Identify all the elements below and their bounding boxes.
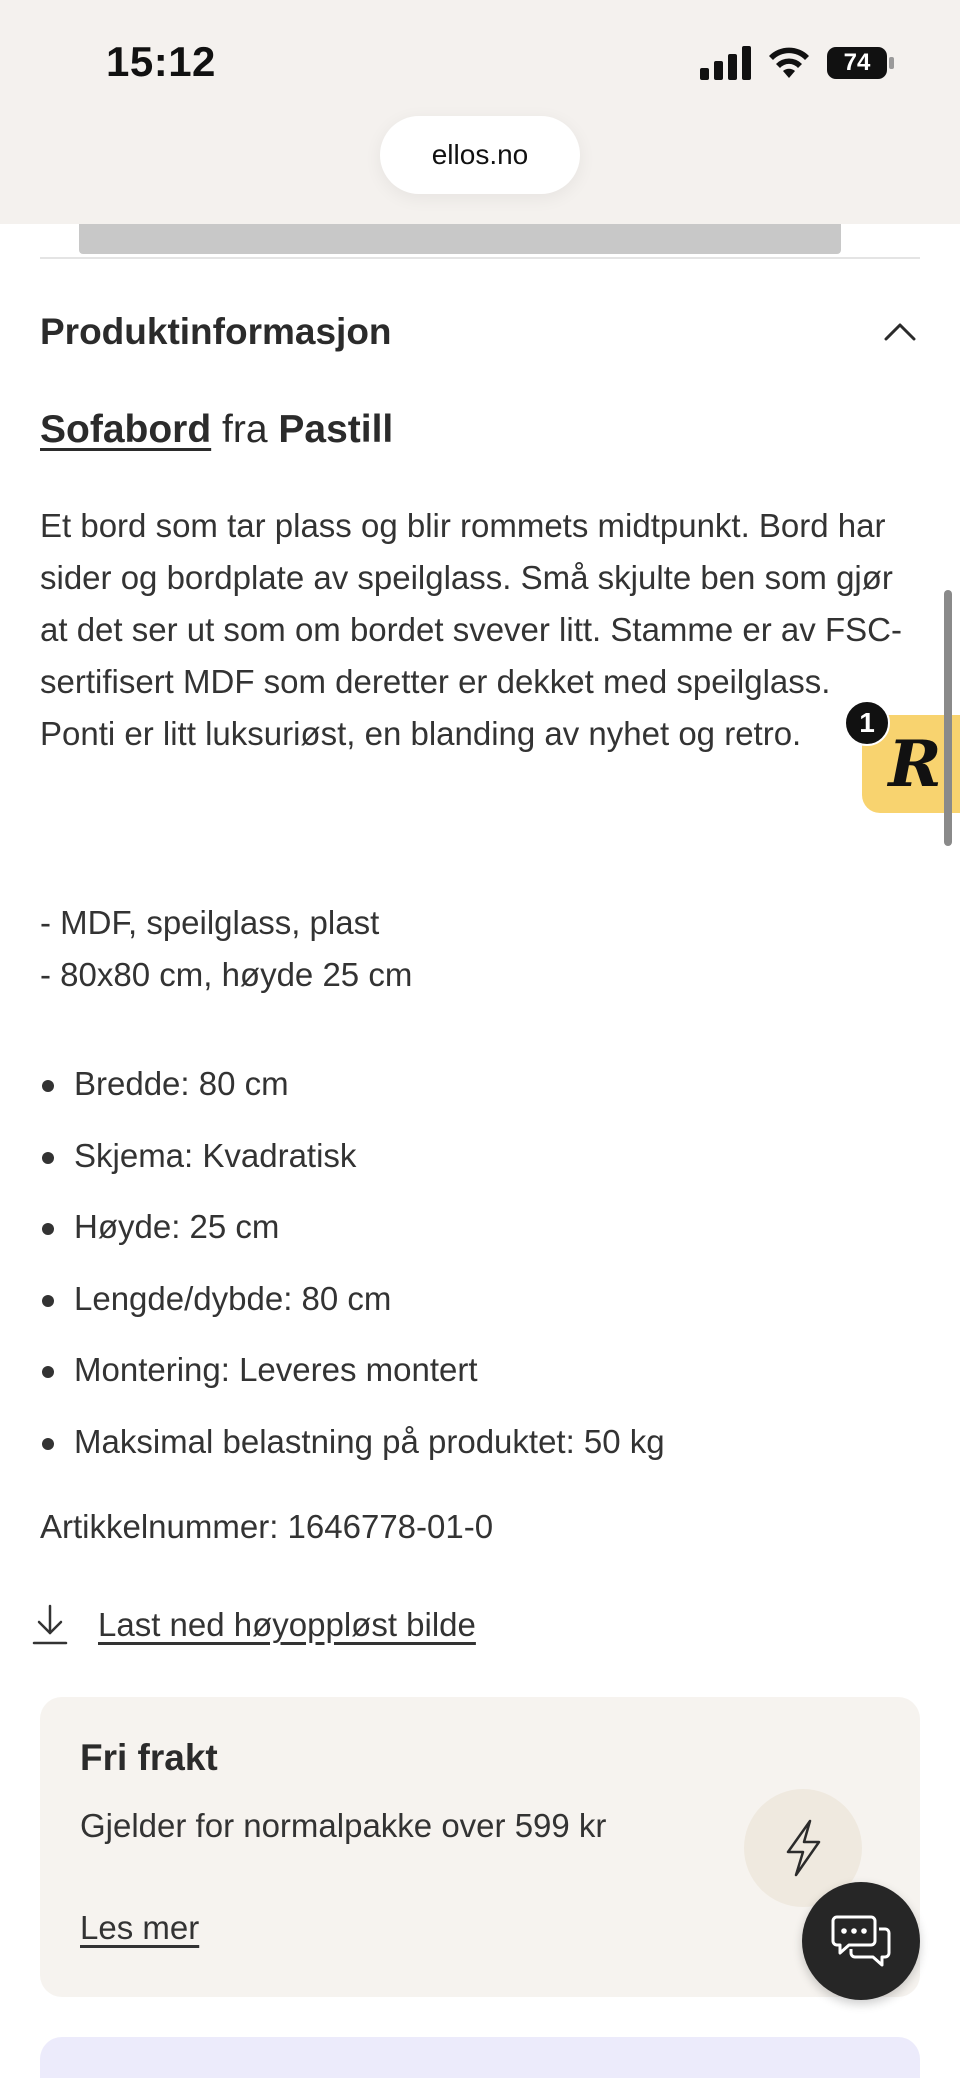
rewards-logo: R: [888, 726, 942, 802]
spec-item: Skjema: Kvadratisk: [40, 1122, 900, 1194]
category-link[interactable]: Sofabord: [40, 408, 212, 451]
spec-item: Høyde: 25 cm: [40, 1193, 900, 1265]
spec-item: Montering: Leveres montert: [40, 1336, 900, 1408]
notification-count-badge: 1: [844, 700, 890, 746]
wifi-icon: [768, 44, 810, 80]
download-label[interactable]: Last ned høyoppløst bilde: [98, 1606, 476, 1643]
promo-card: [40, 2037, 920, 2078]
chat-bubble-icon: [829, 1911, 893, 1971]
chevron-up-icon[interactable]: [880, 312, 920, 352]
read-more-link[interactable]: Les mer: [80, 1909, 200, 1946]
spec-item: Maksimal belastning på produktet: 50 kg: [40, 1408, 900, 1480]
address-bar[interactable]: [380, 116, 580, 194]
section-title: Produktinformasjon: [40, 311, 392, 352]
material-line: - 80x80 cm, høyde 25 cm: [40, 956, 413, 993]
image-placeholder-strip: [79, 224, 841, 254]
spec-item: Bredde: 80 cm: [40, 1050, 900, 1122]
material-lines: [40, 897, 412, 1001]
cellular-signal-icon: [700, 46, 752, 80]
download-icon: [32, 1603, 68, 1647]
battery-icon: [826, 46, 896, 80]
product-info-accordion-header[interactable]: [40, 300, 920, 364]
scrollbar[interactable]: [944, 590, 952, 846]
product-heading: [40, 408, 393, 452]
chat-button[interactable]: [802, 1882, 920, 2000]
battery-level: 74: [843, 49, 871, 76]
status-time: 15:12: [106, 38, 216, 85]
article-number: Artikkelnummer: 1646778-01-0: [40, 1508, 494, 1545]
status-bar: [0, 0, 960, 224]
free-shipping-card: [40, 1697, 920, 1997]
url-text: ellos.no: [431, 139, 529, 170]
material-line: - MDF, speilglass, plast: [40, 904, 380, 941]
shipping-subtitle: Gjelder for normalpakke over 599 kr: [80, 1807, 607, 1844]
download-image-link[interactable]: [32, 1603, 476, 1647]
product-description: Et bord som tar plass og blir rommets midtpunkt. Bord har sider og bordplate av speilglass. Små skjulte ben som gjør at det ser ut som om bordet svever litt. Stamme er av FSC-sertifisert MDF som deretter er dekket med speilglass. Ponti er litt luksuriøst, en blanding av nyhet og retro.: [40, 507, 902, 752]
spec-list: [40, 1050, 900, 1479]
spec-item: Lengde/dybde: 80 cm: [40, 1265, 900, 1337]
product-connector: fra: [222, 408, 268, 451]
shipping-title: Fri frakt: [80, 1737, 218, 1778]
brand-name: Pastill: [278, 408, 394, 451]
divider: [40, 257, 920, 259]
